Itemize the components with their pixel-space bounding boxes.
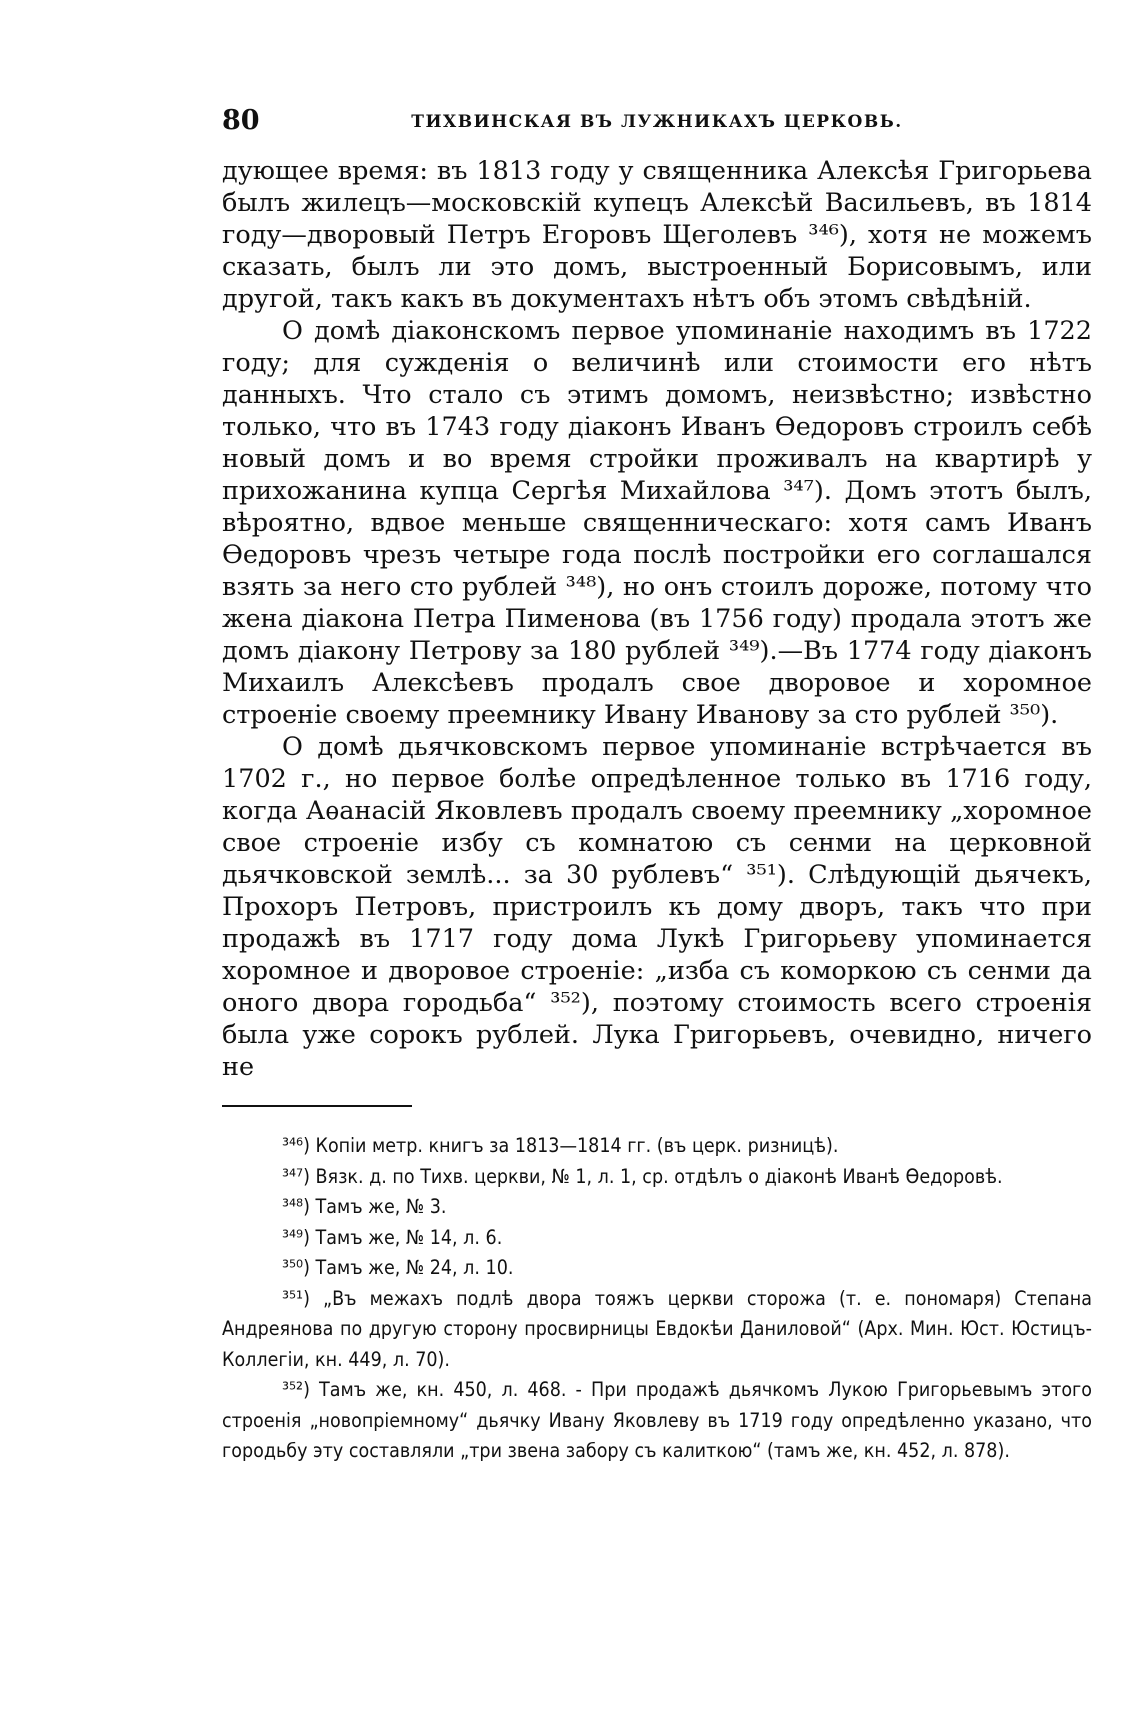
paragraph-sexton-house: О домѣ дьячковскомъ первое упоминаніе встрѣчается въ 1702 г., но первое болѣе опредѣленное только въ 1716 году, когда Аѳанасій Яковлевъ продалъ своему преемнику „хоромное свое строеніе избу съ комнатою съ сенми на церковной дьячковской землѣ... за 30 рублевъ“ ³⁵¹). Слѣдующій дьячекъ, Прохоръ Петровъ, пристроилъ къ дому дворъ, такъ что при продажѣ въ 1717 году дома Лукѣ Григорьеву упоминается хоромное и дворовое строеніе: „изба съ коморкою съ сенми да оного двора городьба“ ³⁵²), поэтому стоимость всего строенія была уже сорокъ рублей. Лука Григорьевъ, очевидно, ничего не: [222, 732, 1092, 1082]
page-number: 80: [222, 105, 260, 136]
book-page: [222, 105, 1092, 1467]
main-text: [222, 155, 1092, 1083]
footnote-350: ³⁵⁰) Тамъ же, № 24, л. 10.: [282, 1256, 514, 1279]
footnote-346: ³⁴⁶) Копіи метр. книгъ за 1813—1814 гг. (въ церк. ризницѣ).: [282, 1134, 839, 1157]
footnote-351: ³⁵¹) „Въ межахъ подлѣ двора тояжъ церкви сторожа (т. е. пономаря) Степана Андреянова по другую сторону просвирницы Евдокѣи Даниловой“ (Арх. Мин. Юст. Юстицъ-Коллегіи, кн. 449, л. 70).: [222, 1286, 1092, 1371]
paragraph-deacon-house: О домѣ діаконскомъ первое упоминаніе находимъ въ 1722 году; для сужденія о величинѣ или стоимости его нѣтъ данныхъ. Что стало съ этимъ домомъ, неизвѣстно; извѣстно только, что въ 1743 году діаконъ Иванъ Ѳедоровъ строилъ себѣ новый домъ и во время стройки проживалъ на квартирѣ у прихожанина купца Сергѣя Михайлова ³⁴⁷). Домъ этотъ былъ, вѣроятно, вдвое меньше священническаго: хотя самъ Иванъ Ѳедоровъ чрезъ четыре года послѣ постройки его соглашался взять за него сто рублей ³⁴⁸), но онъ стоилъ дороже, потому что жена діакона Петра Пименова (въ 1756 году) продала этотъ же домъ діакону Петрову за 180 рублей ³⁴⁹).—Въ 1774 году діаконъ Михаилъ Алексѣевъ продалъ свое дворовое и хоромное строеніе своему преемнику Ивану Иванову за сто рублей ³⁵⁰).: [222, 316, 1092, 730]
running-title: ТИХВИНСКАЯ ВЪ ЛУЖНИКАХЪ ЦЕРКОВЬ.: [411, 112, 903, 132]
footnote-divider: [222, 1105, 412, 1107]
page-header: [222, 105, 1092, 145]
footnotes: [222, 1131, 1092, 1467]
footnote-347: ³⁴⁷) Вязк. д. по Тихв. церкви, № 1, л. 1, ср. отдѣлъ о діаконѣ Иванѣ Ѳедоровѣ.: [282, 1164, 1003, 1188]
footnote-349: ³⁴⁹) Тамъ же, № 14, л. 6.: [282, 1225, 503, 1249]
paragraph-continuation: дующее время: въ 1813 году у священника Алексѣя Григорьева былъ жилецъ—московскій купецъ Алексѣй Васильевъ, въ 1814 году—дворовый Петръ Егоровъ Щеголевъ ³⁴⁶), хотя не можемъ сказать, былъ ли это домъ, выстроенный Борисовымъ, или другой, такъ какъ въ документахъ нѣтъ объ этомъ свѣдѣній.: [222, 156, 1092, 314]
footnote-348: ³⁴⁸) Тамъ же, № 3.: [282, 1195, 447, 1218]
footnote-352: ³⁵²) Тамъ же, кн. 450, л. 468. - При продажѣ дьячкомъ Лукою Григорьевымъ этого строенія „новопріемному“ дьячку Ивану Яковлеву въ 1719 году опредѣленно указано, что городьбу эту составляли „три звена забору съ калиткою“ (тамъ же, кн. 452, л. 878).: [222, 1378, 1092, 1462]
